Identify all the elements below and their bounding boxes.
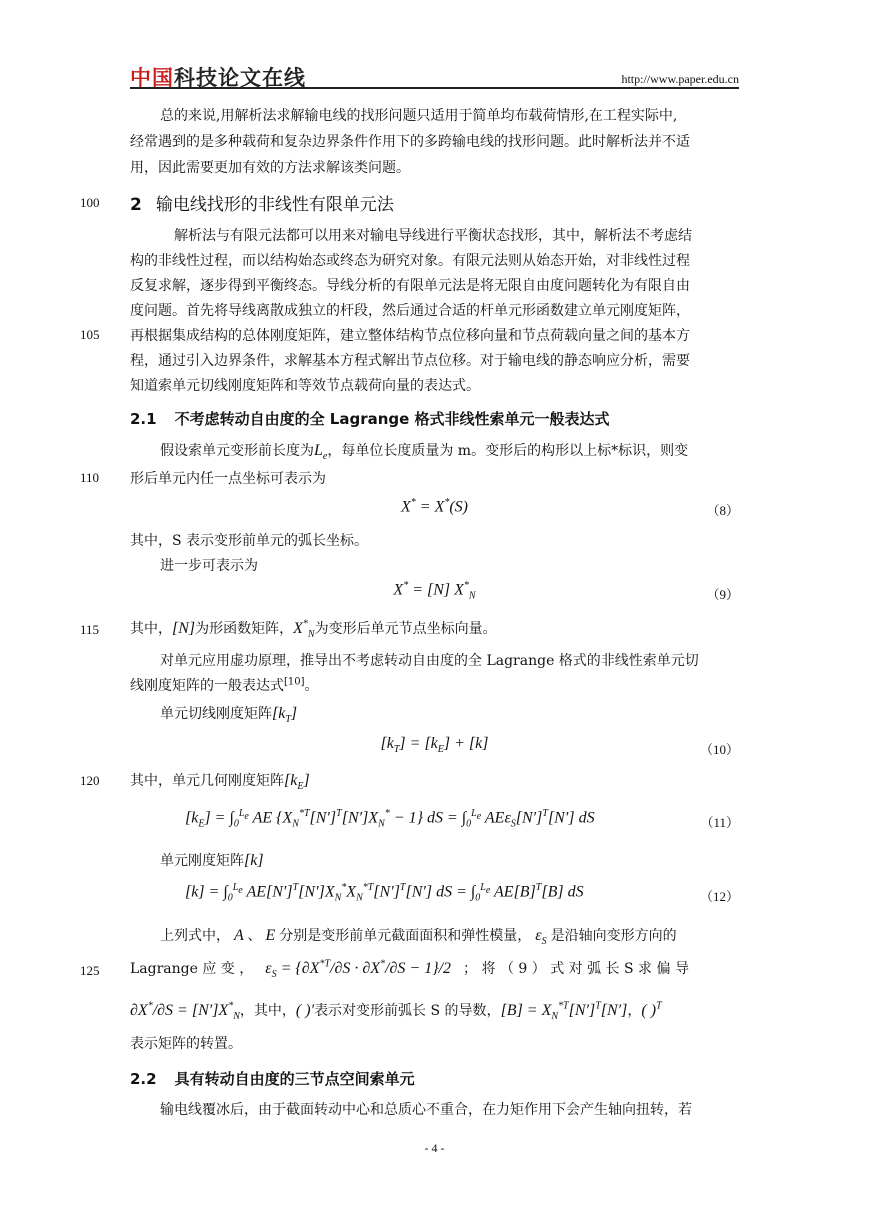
derivative-formula: $\partial X^*/\partial S = [N']X^*_N$ xyxy=(130,1000,240,1023)
symbol-XN-star: $X^*_N$ xyxy=(293,618,315,641)
p22-line-1: 输电线覆冰后，由于截面转动中心和总质心不重合，在力矩作用下会产生轴向扭转，若 xyxy=(160,1102,692,1118)
subsection-heading-2-1: 2.1 不考虑转动自由度的全 Lagrange 格式非线性索单元一般表达式 xyxy=(130,410,610,428)
equation-number-11: （11） xyxy=(700,815,739,830)
tangent-label: 单元切线刚度矩阵$[k_T]$ xyxy=(160,705,298,726)
intro-line-3: 用，因此需要更加有效的方法求解该类问题。 xyxy=(130,160,410,176)
p21-line-2: 形后单元内任一点坐标可表示为 xyxy=(130,471,326,487)
journal-logo: 中国科技论文在线 xyxy=(130,66,306,90)
virtual-line-2: 线刚度矩阵的一般表达式[10]。 xyxy=(130,676,319,694)
symbol-prime: ( )′ xyxy=(295,1002,315,1019)
subsection-heading-2-2: 2.2 具有转动自由度的三节点空间索单元 xyxy=(130,1070,415,1088)
further-text: 进一步可表示为 xyxy=(160,558,258,574)
equation-number-10: （10） xyxy=(699,742,739,757)
line-number-115: 115 xyxy=(80,622,100,637)
equation-8: X* = X*(S) xyxy=(400,497,468,516)
stiff-label: 单元刚度矩阵[k] xyxy=(160,852,264,869)
line-number-120: 120 xyxy=(80,773,100,788)
sec2-line-6: 程，通过引入边界条件，求解基本方程式解出节点位移。对于输电线的静态响应分析，需要 xyxy=(130,353,690,369)
sec2-line-7: 知道索单元切线刚度矩阵和等效节点载荷向量的表达式。 xyxy=(130,378,480,394)
intro-line-1: 总的来说,用解析法求解输电线的找形问题只适用于简单均布载荷情形,在工程实际中, xyxy=(160,108,678,124)
equation-number-8: （8） xyxy=(706,503,739,518)
where-9: 其中，[N]为形函数矩阵，$X^*_N$为变形后单元节点坐标向量。 xyxy=(130,618,497,641)
explain-line-4: 表示矩阵的转置。 xyxy=(130,1036,242,1052)
symbol-kE: $[k_E]$ xyxy=(284,772,310,793)
where-10: 其中，单元几何刚度矩阵$[k_E]$ xyxy=(130,772,310,793)
citation-10[interactable]: [10] xyxy=(284,676,305,688)
sec2-line-5: 再根据集成结构的总体刚度矩阵，建立整体结构节点位移向量和节点荷载向量之间的基本方 xyxy=(130,328,690,344)
equation-12: $[k] = \int_0^{L_e}$ $AE[N']^T[N']X_N^*X_N^{*T}[N']^T[N']$ dS = $\int_0^{L_e}$ $AE[B]^T[B]$ dS xyxy=(185,882,584,904)
symbol-N-matrix: [N] xyxy=(172,620,196,637)
line-number-100: 100 xyxy=(80,195,100,210)
section-heading-2: 2 输电线找形的非线性有限单元法 xyxy=(130,195,394,215)
line-number-110: 110 xyxy=(80,470,100,485)
intro-line-2: 经常遇到的是多种载荷和复杂边界条件作用下的多跨输电线的找形问题。此时解析法并不适 xyxy=(130,134,690,150)
explain-line-1: 上列式中， A 、 E 分别是变形前单元截面面积和弹性模量， $\varepsilon_S$ 是沿轴向变形方向的 xyxy=(160,927,677,948)
equation-number-9: （9） xyxy=(706,587,739,602)
sec2-line-2: 构的非线性过程，而以结构始态或终态为研究对象。有限元法则从始态开始，对非线性过程 xyxy=(130,253,690,269)
header-url[interactable]: http://www.paper.edu.cn xyxy=(621,72,739,86)
line-number-105: 105 xyxy=(80,327,100,342)
B-formula: $[B] = X_N^{*T}[N']^T[N']$ xyxy=(500,1000,628,1023)
explain-line-2: Lagrange 应 变 ， $\varepsilon_S = \{\partial X^{*T}/\partial S \cdot \partial X^*/\partial S - 1\}/2$ ； 将 （ 9 ） 式 对 弧 长 S 求 偏 导 xyxy=(130,958,689,981)
where-8: 其中，S 表示变形前单元的弧长坐标。 xyxy=(130,533,369,549)
symbol-A: A xyxy=(230,927,248,944)
symbol-transpose: ( )$^T$ xyxy=(641,1000,662,1019)
symbol-epsilon-S: $\varepsilon_S$ xyxy=(531,927,547,948)
sec2-line-3: 反复求解，逐步得到平衡终态。导线分析的有限单元法是将无限自由度问题转化为有限自由 xyxy=(130,278,690,294)
p21-line-1: 假设索单元变形前长度为$L_e$，每单位长度质量为 m。变形后的构形以上标*标识，则变 xyxy=(160,442,689,463)
symbol-kT: $[k_T]$ xyxy=(272,705,298,726)
symbol-Le: $L_e$ xyxy=(314,442,328,463)
sec2-line-4: 度问题。首先将导线离散成独立的杆段，然后通过合适的杆单元形函数建立单元刚度矩阵， xyxy=(130,303,690,319)
equation-10: $[k_T] = [k_E] + [k]$ xyxy=(380,735,489,756)
line-number-125: 125 xyxy=(80,963,100,978)
virtual-line-1: 对单元应用虚功原理，推导出不考虑转动自由度的全 Lagrange 格式的非线性索单元切 xyxy=(160,653,699,669)
explain-line-3: $\partial X^*/\partial S = [N']X^*_N$，其中，( )′表示对变形前弧长 S 的导数，$[B] = X_N^{*T}[N']^T[N']$，( )$^T$ xyxy=(130,1000,662,1023)
equation-11: $[k_E] = \int_0^{L_e}$ AE $\{X_N^{*T}[N']^T[N']X_N^* - 1\}$ dS = $\int_0^{L_e}$ $AE\varepsilon_S[N']^T[N']$ dS xyxy=(185,808,595,830)
strain-formula: $\varepsilon_S = \{\partial X^{*T}/\partial S \cdot \partial X^*/\partial S - 1\}/2$ xyxy=(265,958,452,981)
header-rule xyxy=(130,87,739,89)
symbol-E: E xyxy=(261,927,280,944)
equation-number-12: （12） xyxy=(699,889,739,904)
equation-9: X* = [N] $X^*_N$ xyxy=(393,580,476,602)
sec2-line-1: 解析法与有限元法都可以用来对输电导线进行平衡状态找形，其中，解析法不考虑结 xyxy=(174,228,692,244)
symbol-k: [k] xyxy=(244,852,264,869)
page-number: - 4 - xyxy=(424,1141,445,1155)
